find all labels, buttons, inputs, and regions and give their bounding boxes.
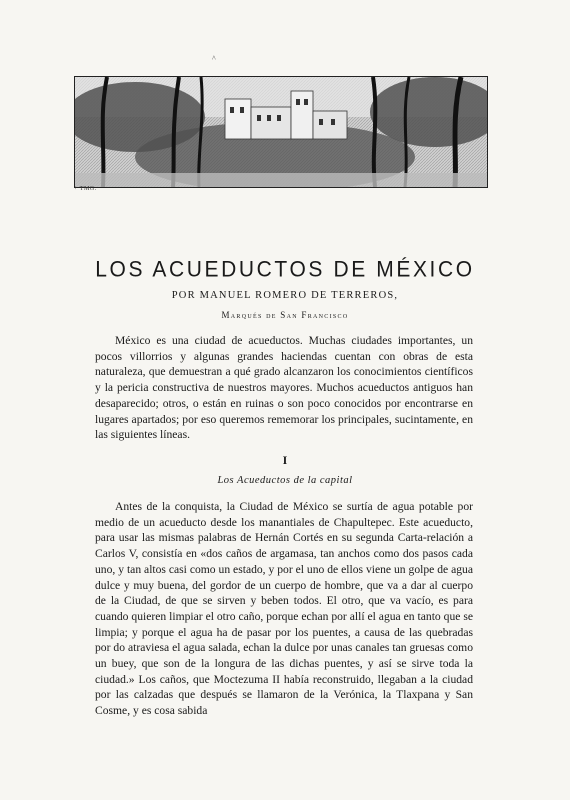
article-title: LOS ACUEDUCTOS DE MÉXICO — [95, 257, 475, 282]
plate-caption: + TMG. — [74, 186, 97, 192]
section-number: I — [282, 453, 288, 467]
engraving-landscape-icon — [75, 77, 487, 187]
section-title: Los Acueductos de la capital — [217, 475, 353, 486]
intro-paragraph: México es una ciudad de acueductos. Muchas ciudades importantes, un pocos villorrios y algunas grandes haciendas cuentan con obras de esta naturaleza, que demuestran a qué grado alcanzaron los conocimientos científicos y la pericia constructiva de nuestros mayores. Muchos acueductos antiguos han desaparecido; otros, o están en ruinas o son poco conocidos por encontrarse en lugares apartados; por eso queremos rememorar los principales, sucintamente, en las siguientes líneas. — [95, 334, 473, 442]
article-subbyline: Marqués de San Francisco — [221, 310, 349, 320]
header-engraving — [74, 76, 488, 188]
page-mark: ^ — [212, 54, 216, 63]
body-paragraph: Antes de la conquista, la Ciudad de México se surtía de agua potable por medio de un acueducto desde los manantiales de Chapultepec. Este acueducto, para usar las mismas palabras de Hernán Cortés en su segunda Carta-relación a Carlos V, consistía en «dos caños de argamasa, tan anchos como dos pasos cada uno, y tan altos casi como un estado, y por el uno de ellos viene un golpe de agua dulce y muy buena, del gordor de un cuerpo de hombre, que va a dar al cuerpo de la Ciudad, de que se sirven y beben todos. El otro, que va vacío, es para cuando quieren limpiar el otro caño, porque echan por allí el agua en tanto que se limpia; y porque el agua ha de pasar por los puentes, a causa de las quebradas por do atraviesa el agua salada, echan la dulce por unas canales tan gruesas como un buey, que son de la longura de las dichas puentes, y así se sirve toda la ciudad.» Los caños, que Moctezuma II había reconstruido, llegaban a la ciudad por las calzadas que después se llamaron de la Verónica, la Tlaxpana y San Cosme, y es cosa sabida — [95, 500, 473, 718]
article-byline: POR MANUEL ROMERO DE TERREROS, — [171, 290, 399, 301]
